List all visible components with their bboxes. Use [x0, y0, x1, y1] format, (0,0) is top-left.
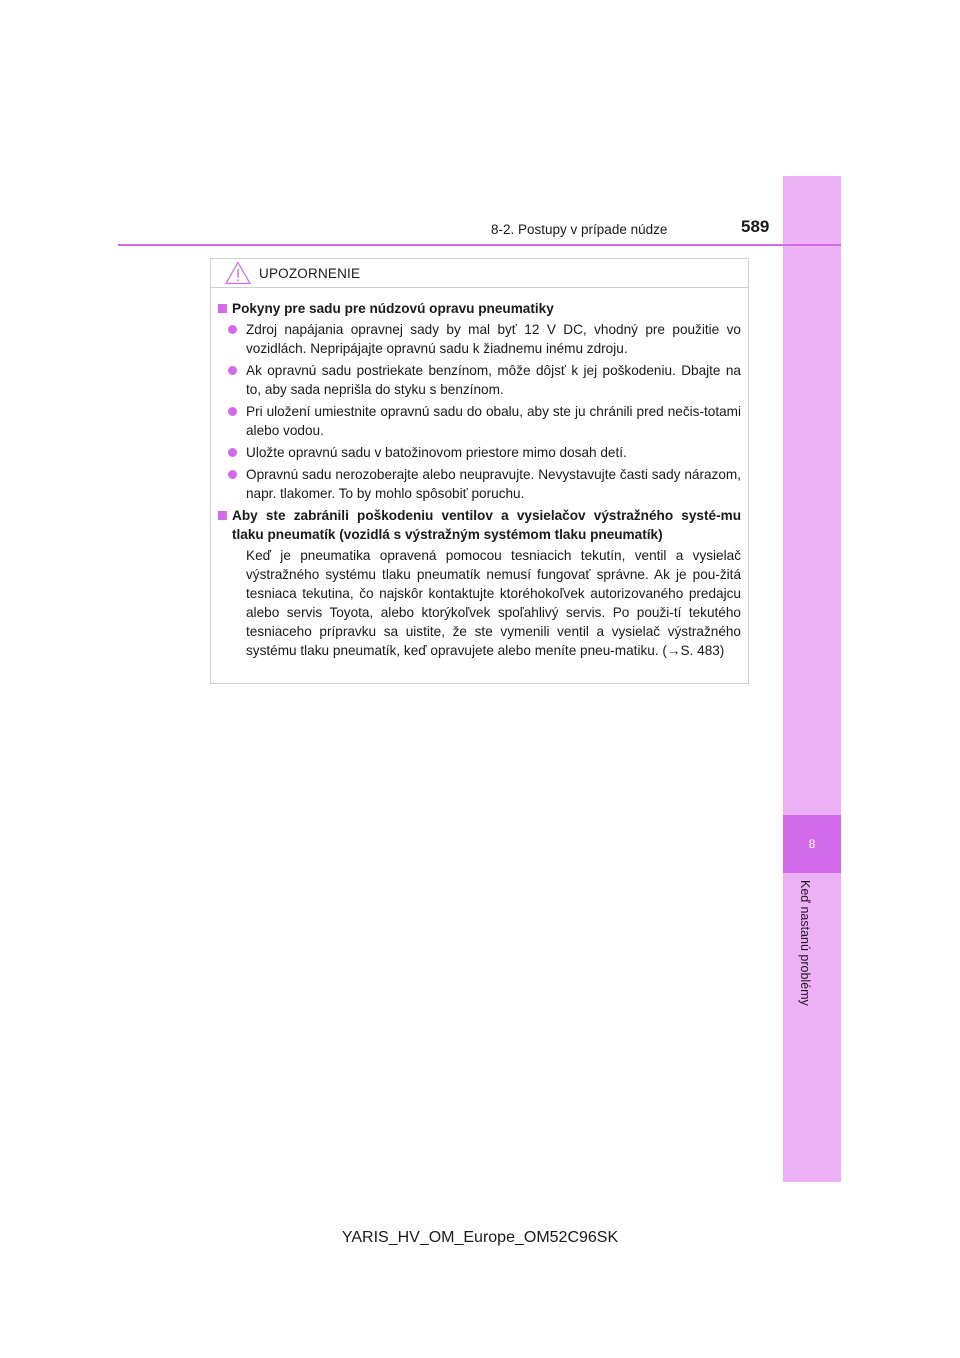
chapter-number: 8	[783, 815, 841, 873]
chapter-label: Keď nastanú problémy	[798, 880, 812, 1006]
warning-box	[210, 258, 749, 684]
document-id: YARIS_HV_OM_Europe_OM52C96SK	[341, 1229, 619, 1246]
warning-header	[211, 259, 748, 288]
bullet-dot-icon	[228, 448, 237, 457]
list-item: Zdroj napájania opravnej sady by mal byť 12 V DC, vhodný pre použitie vo vozidlách. Nepripájajte opravnú sadu k žiadnemu inému zdroju.	[217, 320, 741, 358]
bullet-dot-icon	[228, 325, 237, 334]
section-heading: Pokyny pre sadu pre núdzovú opravu pneumatiky	[217, 299, 741, 318]
list-item: Opravnú sadu nerozoberajte alebo neupravujte. Nevystavujte časti sady nárazom, napr. tlakomer. To by mohlo spôsobiť poruchu.	[217, 465, 741, 503]
section-paragraph: Keď je pneumatika opravená pomocou tesniacich tekutín, ventil a vysielač výstražného systému tlaku pneumatík nemusí fungovať správne. Ak je pou-žitá tesniaca tekutina, čo najskôr kontaktujte ktoréhokoľvek autorizovaného predajcu alebo servis Toyota, alebo ktorýkoľvek spoľahlivý servis. Po použi-tí tekutého tesniaceho prípravku sa uistite, že ste vymenili ventil a vysielač výstražného systému tlaku pneumatík, keď opravujete alebo meníte pneu-matiku. (→S. 483)	[246, 548, 741, 658]
page-number: 589	[741, 217, 770, 236]
side-tab	[783, 176, 841, 1182]
bullet-dot-icon	[228, 470, 237, 479]
bullet-dot-icon	[228, 366, 237, 375]
list-item: Pri uložení umiestnite opravnú sadu do obalu, aby ste ju chránili pred nečis-totami alebo vodou.	[217, 402, 741, 440]
warning-title: UPOZORNENIE	[259, 265, 361, 281]
section-title: 8-2. Postupy v prípade núdze	[491, 222, 668, 237]
warning-triangle-icon	[225, 261, 251, 285]
square-bullet-icon	[218, 304, 227, 313]
section-heading: Aby ste zabránili poškodeniu ventilov a vysielačov výstražného systé-mu tlaku pneumatík (vozidlá s výstražným systémom tlaku pneumatík)	[217, 506, 741, 544]
header-rule	[118, 244, 841, 246]
bullet-dot-icon	[228, 407, 237, 416]
warning-body	[211, 288, 748, 660]
list-item: Uložte opravnú sadu v batožinovom priestore mimo dosah detí.	[217, 443, 741, 462]
list-item: Ak opravnú sadu postriekate benzínom, môže dôjsť k jej poškodeniu. Dbajte na to, aby sada neprišla do styku s benzínom.	[217, 361, 741, 399]
square-bullet-icon	[218, 511, 227, 520]
